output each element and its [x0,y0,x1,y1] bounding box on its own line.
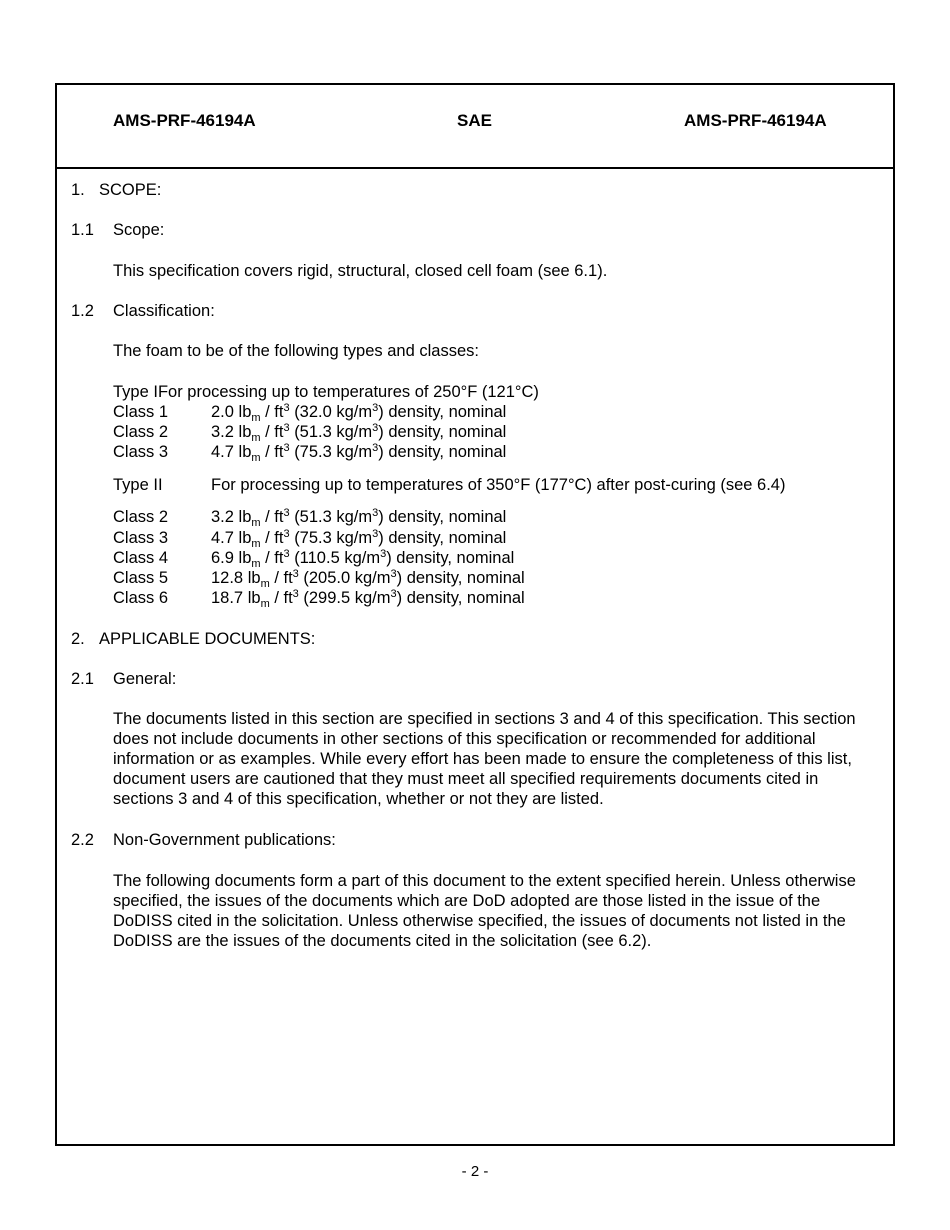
class-density: 4.7 $lb_m / ft^3$ (75.3 $kg/m^3$) density, nominal [211,528,507,550]
class-name: Class 2 [113,423,169,441]
section-1-2-title: Classification: [113,302,215,320]
type-1-description: For processing up to temperatures of 250°F (121°C) [157,383,539,401]
section-2-number: 2. [71,630,85,648]
section-2-1-number: 2.1 [71,670,94,688]
type-1-label: Type I [113,383,158,401]
class-density: 4.7 $lb_m / ft^3$ (75.3 $kg/m^3$) density, nominal [211,442,507,464]
document-header [57,85,893,169]
class-name: Class 5 [113,569,169,587]
class-name: Class 6 [113,589,169,607]
section-2-2-number: 2.2 [71,831,94,849]
section-1-2-number: 1.2 [71,302,94,320]
section-1-1-title: Scope: [113,221,165,239]
type-2-label: Type II [113,476,163,494]
section-1-number: 1. [71,181,85,199]
section-2-1-body: The documents listed in this section are specified in sections 3 and 4 of this specification. This section does not include documents in other sections of this specification or recommended for additional information or as examples. While every effort has been made to ensure the completeness of this list, document users are cautioned that they must meet all specified requirements documents cited in sections 3 and 4 of this specification, whether or not they are listed. [113,710,856,808]
type-1-line [113,382,539,402]
class-density: 6.9 $lb_m / ft^3$ (110.5 $kg/m^3$) density, nominal [211,548,515,570]
section-1-1-body: This specification covers rigid, structural, closed cell foam (see 6.1). [113,262,608,280]
class-name: Class 3 [113,529,169,547]
page-number: - 2 - [461,1163,489,1180]
section-2-2-title: Non-Government publications: [113,831,336,849]
class-name: Class 1 [113,403,169,421]
class-density: 3.2 $lb_m / ft^3$ (51.3 $kg/m^3$) density, nominal [211,507,507,529]
section-1-title: SCOPE: [99,181,162,199]
class-density: 18.7 $lb_m / ft^3$ (299.5 $kg/m^3$) density, nominal [211,588,525,610]
header-organization: SAE [457,111,492,130]
class-name: Class 3 [113,443,169,461]
section-2-2-body: The following documents form a part of this document to the extent specified herein. Unless otherwise specified, the issues of the documents which are DoD adopted are those listed in the issue of the DoDISS cited in the solicitation. Unless otherwise specified, the issues of documents not listed in the DoDISS are the issues of the documents cited in the solicitation (see 6.2). [113,872,856,950]
class-density: 12.8 $lb_m / ft^3$ (205.0 $kg/m^3$) density, nominal [211,568,525,590]
class-name: Class 4 [113,549,169,567]
page-frame [55,83,895,1146]
header-doc-number-left: AMS-PRF-46194A [113,111,256,130]
class-name: Class 2 [113,508,169,526]
section-1-2-intro: The foam to be of the following types and classes: [113,342,479,360]
section-2-1-title: General: [113,670,177,688]
type-2-description: For processing up to temperatures of 350°F (177°C) after post-curing (see 6.4) [211,476,786,494]
header-doc-number-right: AMS-PRF-46194A [684,111,827,130]
class-density: 2.0 $lb_m / ft^3$ (32.0 $kg/m^3$) density, nominal [211,402,507,424]
class-density: 3.2 $lb_m / ft^3$ (51.3 $kg/m^3$) density, nominal [211,422,507,444]
section-2-title: APPLICABLE DOCUMENTS: [99,630,316,648]
section-1-1-number: 1.1 [71,221,94,239]
